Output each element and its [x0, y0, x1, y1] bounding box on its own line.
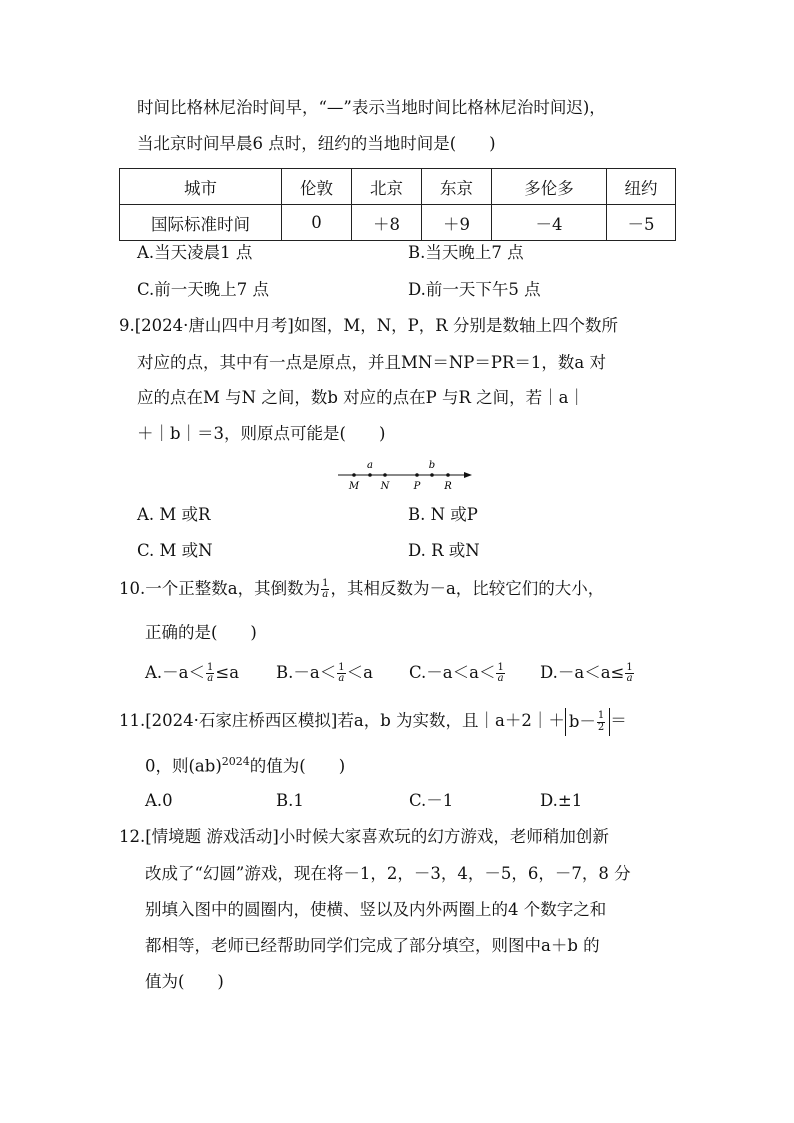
fraction-numerator: 1 — [626, 661, 633, 673]
table-cell: －5 — [607, 205, 676, 241]
fraction — [206, 663, 214, 685]
fraction-denominator: a — [497, 673, 504, 684]
table-cell: 城市 — [120, 169, 282, 205]
question-12-line5: 值为( ) — [145, 972, 224, 991]
option-a: A.0 — [145, 791, 173, 810]
option-a: A.当天凌晨1 点 — [137, 243, 253, 262]
fraction — [321, 579, 329, 601]
question-11-line1 — [119, 706, 627, 736]
exponent: 2024 — [221, 755, 250, 768]
option-d — [540, 660, 635, 686]
option-c: C.－1 — [409, 791, 454, 810]
question-12-line3: 别填入图中的圆圈内，使横、竖以及内外两圈上的4 个数字之和 — [145, 900, 607, 919]
point-m — [352, 473, 356, 477]
question-11-line2 — [145, 756, 345, 775]
fraction-numerator: 1 — [597, 710, 605, 721]
table-cell: 0 — [282, 205, 352, 241]
option-b: B.1 — [276, 791, 304, 810]
text-segment: C.－a＜a＜ — [409, 663, 496, 682]
absolute-value — [565, 708, 610, 736]
fraction-numerator: 1 — [497, 661, 504, 673]
fraction-numerator: 1 — [322, 577, 329, 589]
text-segment: 的值为( ) — [249, 756, 346, 776]
option-a: A. M 或R — [137, 505, 211, 524]
table-cell: 东京 — [422, 169, 492, 205]
text-segment: b－ — [568, 711, 596, 731]
option-b — [276, 660, 373, 686]
text-segment: B.－a＜ — [276, 663, 337, 682]
question-9-line3: 应的点在M 与N 之间，数b 对应的点在P 与R 之间，若｜a｜ — [137, 388, 585, 407]
question-9-line2: 对应的点，其中有一点是原点，并且MN＝NP＝PR＝1，数a 对 — [137, 353, 606, 372]
point-r — [446, 473, 450, 477]
table-cell: 国际标准时间 — [120, 205, 282, 241]
point-b — [430, 473, 434, 477]
fraction — [597, 711, 605, 733]
text-segment: 10.一个正整数a，其倒数为 — [119, 579, 321, 598]
text-segment: 0，则(ab) — [145, 756, 222, 776]
fraction-denominator: 2 — [597, 721, 605, 733]
option-a — [145, 660, 239, 686]
fraction — [496, 663, 504, 685]
table-cell: 多伦多 — [492, 169, 607, 205]
text-segment: A.－a＜ — [145, 663, 205, 682]
fraction-numerator: 1 — [338, 661, 345, 673]
option-c: C. M 或N — [137, 541, 213, 560]
fraction-denominator: a — [322, 589, 329, 600]
table-cell: 伦敦 — [282, 169, 352, 205]
option-b: B.当天晚上7 点 — [408, 243, 524, 262]
text-segment: ＜a — [346, 663, 373, 682]
table-cell: ＋9 — [422, 205, 492, 241]
label-r: R — [444, 481, 452, 492]
question-stem: 当北京时间早晨6 点时，纽约的当地时间是( ) — [137, 134, 496, 153]
label-p: P — [413, 481, 421, 492]
fraction-denominator: a — [338, 673, 345, 684]
table-cell: ＋8 — [352, 205, 422, 241]
option-d: D. R 或N — [408, 541, 480, 560]
time-zone-table — [119, 168, 676, 241]
question-12-line1: 12.[情境题 游戏活动]小时候大家喜欢玩的幻方游戏，老师稍加创新 — [119, 827, 609, 846]
table-cell: 纽约 — [607, 169, 676, 205]
label-a: a — [367, 460, 373, 471]
label-b: b — [428, 460, 436, 471]
fraction — [337, 663, 345, 685]
label-n: N — [380, 481, 390, 492]
point-a — [368, 473, 372, 477]
table-cell: 北京 — [352, 169, 422, 205]
text-segment: D.－a＜a≤ — [540, 663, 625, 682]
question-9-line4: ＋｜b｜＝3，则原点可能是( ) — [137, 424, 386, 443]
fraction-denominator: a — [626, 673, 633, 684]
question-10-line1 — [119, 576, 604, 602]
option-c: C.前一天晚上7 点 — [137, 280, 270, 299]
question-12-line2: 改成了“幻圆”游戏，现在将－1，2，－3，4，－5，6，－7，8 分 — [145, 864, 631, 883]
text-segment: ，其相反数为－a，比较它们的大小， — [330, 579, 605, 598]
label-m: M — [348, 481, 360, 492]
table-header-row — [120, 169, 676, 205]
fraction-denominator: a — [207, 673, 214, 684]
option-d: D.±1 — [540, 791, 583, 810]
text-segment: 11.[2024·石家庄桥西区模拟]若a，b 为实数，且｜a＋2｜＋ — [119, 711, 565, 730]
fraction — [625, 663, 633, 685]
question-9-line1: 9.[2024·唐山四中月考]如图，M，N，P，R 分别是数轴上四个数所 — [119, 316, 618, 335]
number-line-figure — [334, 456, 476, 494]
question-12-line4: 都相等，老师已经帮助同学们完成了部分填空，则图中a＋b 的 — [145, 936, 600, 955]
text-segment: ＝ — [610, 711, 627, 730]
table-cell: －4 — [492, 205, 607, 241]
fraction-numerator: 1 — [207, 661, 214, 673]
option-d: D.前一天下午5 点 — [408, 280, 541, 299]
question-10-line2: 正确的是( ) — [145, 623, 257, 642]
point-n — [383, 473, 387, 477]
option-c — [409, 660, 506, 686]
option-b: B. N 或P — [408, 505, 478, 524]
text-segment: ≤a — [215, 663, 240, 682]
table-row — [120, 205, 676, 241]
arrow-icon — [464, 472, 472, 478]
point-p — [415, 473, 419, 477]
text-line: 时间比格林尼治时间早，“—”表示当地时间比格林尼治时间迟)， — [137, 98, 606, 117]
